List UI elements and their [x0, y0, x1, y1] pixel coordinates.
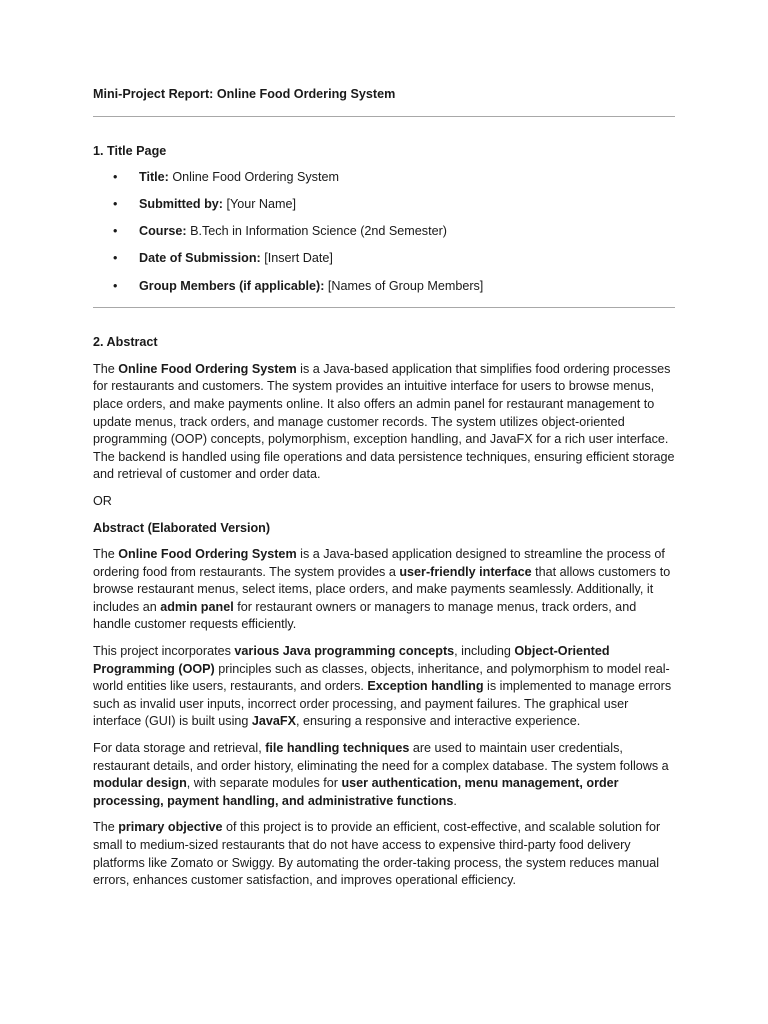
divider-top: [93, 116, 675, 117]
text-run-bold: user authentication, menu management, order processing, payment handling, and administrative functions: [93, 776, 619, 808]
text-run: This project incorporates: [93, 644, 235, 659]
text-run: The: [93, 820, 119, 835]
abstract-heading: 2. Abstract: [93, 335, 158, 350]
text-run: , with separate modules for: [186, 776, 342, 791]
text-run: of this project is to provide an efficient, cost-effective, and scalable solution for small to medium-sized restaurants that do not have access to expensive third-party food delivery platforms like Zomato or Swiggy. By automating the order-taking process, the system reduces manual errors, enhances customer satisfaction, and improves operational efficiency.: [93, 820, 661, 888]
detail-value: Online Food Ordering System: [168, 170, 339, 185]
detail-value: [Insert Date]: [260, 251, 333, 266]
text-run: .: [453, 793, 457, 808]
text-run-bold: various Java programming concepts: [234, 644, 455, 659]
document-page: [93, 86, 675, 890]
text-run: for restaurant owners or managers to manage menus, track orders, and handle customer requests efficiently.: [93, 599, 637, 632]
abstract-paragraph: [93, 361, 675, 484]
detail-course: [93, 223, 675, 241]
detail-submitted-by: [93, 196, 675, 214]
text-run-bold: Object-Oriented Programming (OOP): [93, 644, 610, 676]
detail-label: Submitted by:: [139, 197, 223, 212]
text-run-bold: file handling techniques: [265, 741, 410, 756]
detail-value: [Your Name]: [222, 197, 297, 212]
elaborated-paragraph-4: [93, 819, 675, 889]
detail-group-members: [93, 278, 675, 296]
bullet-icon: •: [113, 278, 118, 293]
bullet-icon: •: [113, 197, 118, 212]
text-run-bold: user-friendly interface: [399, 564, 532, 579]
elaborated-paragraph-1: [93, 546, 675, 634]
text-run-bold: Online Food Ordering System: [118, 547, 297, 562]
text-run: , ensuring a responsive and interactive experience.: [296, 714, 581, 729]
or-separator: OR: [93, 493, 112, 508]
detail-label: Title:: [139, 170, 169, 185]
text-run: is implemented to manage errors such as invalid user inputs, incorrect order processing, and payment failures. The graphical user interface (GUI) is built using: [93, 679, 672, 729]
text-run: are used to maintain user credentials, restaurant details, and order history, eliminating the need for a complex database. The system follows a: [93, 741, 669, 773]
detail-value: B.Tech in Information Science (2nd Semester): [186, 224, 447, 239]
divider-middle: [93, 307, 675, 308]
bullet-icon: •: [113, 170, 118, 185]
text-run: that allows customers to browse restaurant menus, select items, place orders, and make payments seamlessly. Additionally, it includes an: [93, 564, 671, 614]
text-run-bold: primary objective: [118, 820, 223, 835]
detail-title: [93, 169, 675, 187]
detail-label: Group Members (if applicable):: [139, 278, 325, 293]
detail-label: Course:: [139, 224, 187, 239]
text-run: , including: [454, 644, 515, 659]
text-run-bold: Exception handling: [367, 679, 484, 694]
elaborated-paragraph-2: [93, 643, 675, 731]
elaborated-paragraph-3: [93, 740, 675, 810]
text-run-bold: modular design: [93, 776, 187, 791]
text-run: principles such as classes, objects, inheritance, and polymorphism to model real-world entities like users, restaurants, and orders.: [93, 661, 670, 694]
title-page-details-list: [93, 169, 675, 295]
detail-value: [Names of Group Members]: [324, 278, 484, 293]
text-run: is a Java-based application designed to streamline the process of ordering food from restaurants. The system provides a: [93, 547, 665, 579]
text-run: The: [93, 361, 119, 376]
bullet-icon: •: [113, 224, 118, 239]
text-run-bold: Online Food Ordering System: [118, 361, 297, 376]
text-run-bold: JavaFX: [251, 714, 296, 729]
text-run: For data storage and retrieval,: [93, 741, 266, 756]
text-run: The: [93, 547, 119, 562]
detail-label: Date of Submission:: [139, 251, 261, 266]
elaborated-abstract-heading: Abstract (Elaborated Version): [93, 520, 271, 535]
document-title: Mini-Project Report: Online Food Ordering System: [93, 87, 396, 101]
detail-date-of-submission: [93, 250, 675, 268]
text-run: is a Java-based application that simplifies food ordering processes for restaurants and customers. The system provides an intuitive interface for users to browse menus, place orders, and make payments online. It also offers an admin panel for restaurant management to update menus, track orders, and manage customer records. The system utilizes object-oriented programming (OOP) concepts, polymorphism, exception handling, and JavaFX for a rich user interface. The backend is handled using file operations and data persistence techniques, ensuring efficient storage and retrieval of customer and order data.: [93, 361, 675, 482]
text-run-bold: admin panel: [160, 599, 234, 614]
bullet-icon: •: [113, 251, 118, 266]
section-title-page-heading: 1. Title Page: [93, 143, 167, 158]
